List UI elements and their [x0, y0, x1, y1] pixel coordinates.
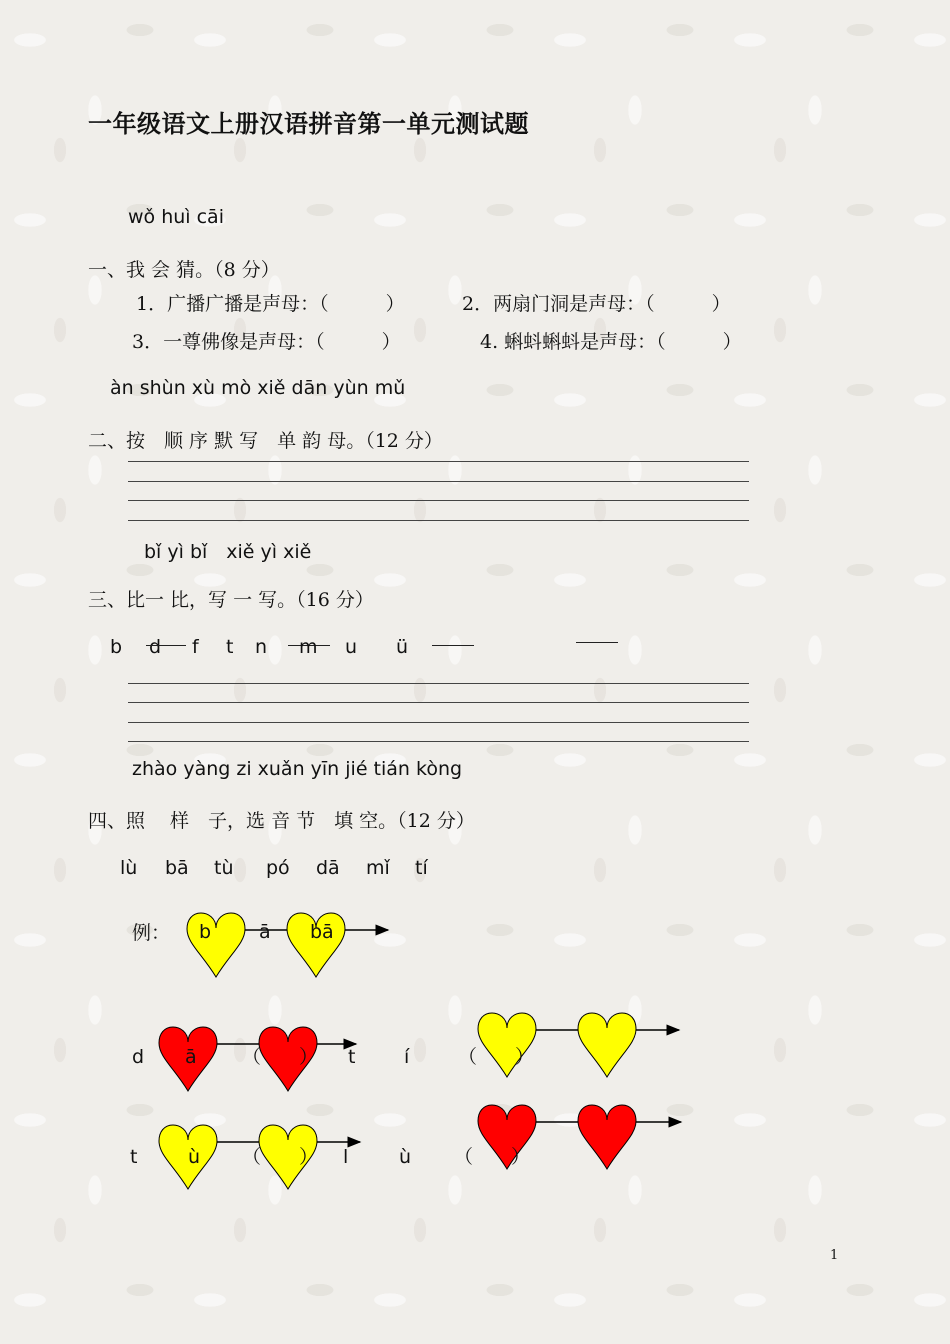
exercise-4	[343, 1105, 681, 1169]
section2-heading: 二、按 顺 序 默 写 单 韵 母。（12 分）	[88, 430, 443, 452]
question-4: 4. 蝌蚪蝌蚪是声母：（ ）	[480, 331, 742, 353]
syllable-option: tù	[214, 857, 234, 879]
section3-pinyin: bǐ yì bǐ xiě yì xiě	[144, 541, 312, 563]
question-1: 1．广播广播是声母：（ ）	[136, 293, 405, 315]
section4-heading: 四、照 样 子，选 音 节 填 空。（12 分）	[88, 810, 475, 832]
syllable-option: bā	[165, 857, 189, 879]
example-initial: b	[199, 921, 212, 943]
exercise-4-final: ù	[399, 1146, 412, 1168]
syllable-option: mǐ	[366, 857, 390, 879]
exercise-2-answer[interactable]: （ ）	[458, 1046, 535, 1068]
section1-heading: 一、我 会 猜。（8 分）	[88, 259, 280, 281]
exercise-3-final: ù	[188, 1146, 201, 1168]
example-label: 例：	[132, 922, 171, 944]
letter-b: b	[110, 636, 123, 658]
exercise-3-initial: t	[130, 1146, 138, 1168]
example-heart-diagram	[187, 913, 388, 977]
exercise-1-answer[interactable]: （ ）	[242, 1046, 319, 1068]
exercise-1	[132, 1027, 356, 1091]
syllable-option: pó	[266, 857, 290, 879]
heart-red	[578, 1105, 636, 1169]
section1-pinyin: wǒ huì cāi	[128, 206, 224, 228]
letter-u-umlaut: ü	[396, 636, 409, 658]
exercise-2-final: í	[404, 1046, 410, 1068]
heart-yellow	[578, 1013, 636, 1077]
letter-d: d	[149, 636, 162, 658]
question-3: 3．一尊佛像是声母：（ ）	[132, 331, 401, 353]
exercise-2	[348, 1013, 679, 1077]
heart-yellow	[187, 913, 245, 977]
question-2: 2．两扇门洞是声母：（ ）	[462, 293, 731, 315]
section2-pinyin: àn shùn xù mò xiě dān yùn mǔ	[110, 377, 406, 399]
page-title: 一年级语文上册汉语拼音第一单元测试题	[88, 109, 529, 138]
letter-n: n	[255, 636, 268, 658]
section4-pinyin: zhào yàng zi xuǎn yīn jié tián kòng	[132, 758, 463, 780]
example-final: ā	[259, 921, 271, 943]
letter-m: m	[299, 636, 318, 658]
section3-heading: 三、比一 比，写 一 写。（16 分）	[88, 589, 374, 611]
syllable-option: lù	[120, 857, 138, 879]
example-result: bā	[310, 921, 334, 943]
syllable-option: dā	[316, 857, 340, 879]
exercise-4-answer[interactable]: （ ）	[454, 1146, 531, 1168]
letter-f: f	[192, 636, 199, 658]
exercise-1-initial: d	[132, 1046, 145, 1068]
exercise-1-final: ā	[185, 1046, 197, 1068]
exercise-4-initial: l	[343, 1146, 349, 1168]
exercise-3	[130, 1125, 360, 1189]
syllable-option: tí	[415, 857, 428, 879]
letter-t: t	[226, 636, 234, 658]
page-number: 1	[830, 1248, 839, 1263]
exercise-2-initial: t	[348, 1046, 356, 1068]
exercise-3-answer[interactable]: （ ）	[242, 1146, 319, 1168]
letter-u: u	[345, 636, 358, 658]
